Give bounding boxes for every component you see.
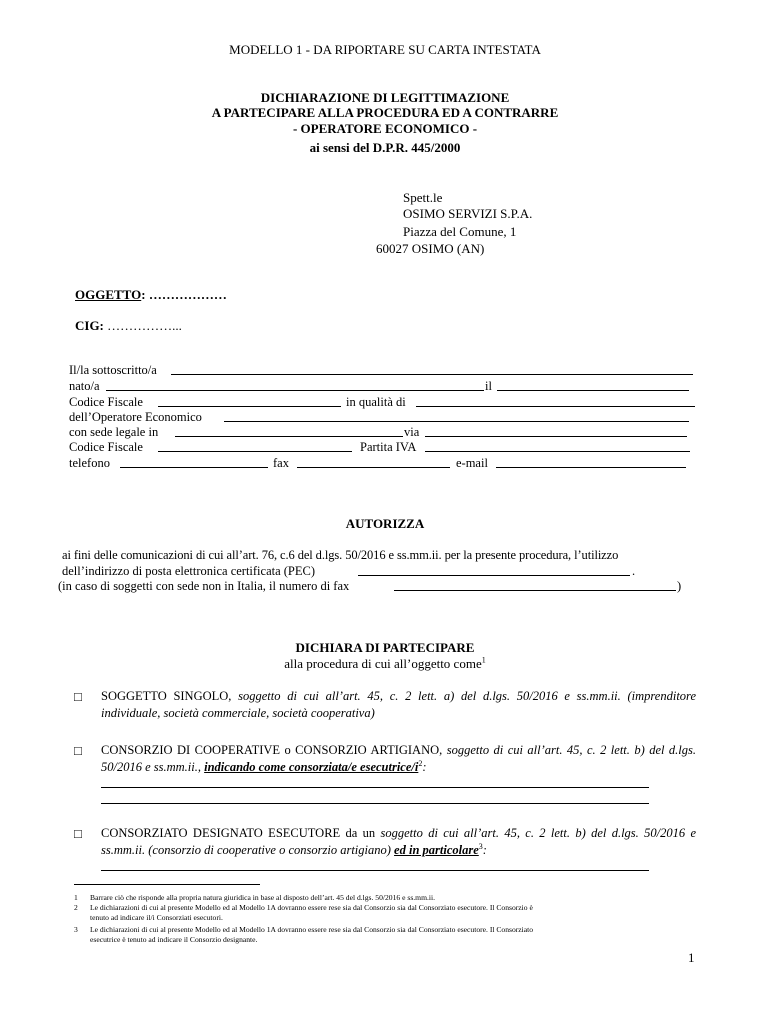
field-label-partita-iva: Partita IVA [360,440,417,454]
field-label-codice-fiscale: Codice Fiscale [69,395,143,409]
field-line-operatore[interactable] [224,421,689,422]
option-1-normal: SOGGETTO SINGOLO, [101,689,239,703]
option-3-bold: ed in particolare [394,843,479,857]
field-line-il[interactable] [497,390,689,391]
option-soggetto-singolo [101,688,696,722]
checkbox-consorzio[interactable]: □ [74,743,82,758]
pec-field-line[interactable] [358,575,630,576]
cig-label: CIG: [75,318,104,333]
footnote-2-text: Le dichiarazioni di cui al presente Modello ed al Modello 1A dovranno essere rese sia dal Consorzio sia dal Consorziato esecutore. Il Consorzio è [90,903,533,912]
autorizza-line-2 [62,563,315,579]
footnote-ref-3: 3 [478,841,483,851]
partecipare-heading: DICHIARA DI PARTECIPARE [295,640,475,655]
footnote-ref-2: 2 [418,758,423,768]
autorizza-line-3: (in caso di soggetti con sede non in Italia, il numero di fax [58,579,350,593]
consorziata-field-line-1[interactable] [101,787,649,788]
partecipare-subheading [0,656,770,672]
option-1-italic: soggetto di cui all’art. 45, c. 2 lett. a) del d.lgs. 50/2016 e ss.mm.ii. (imprenditore individuale, società commerciale, società cooperativa) [101,689,696,720]
option-2-bold: indicando come consorziata/e esecutrice/i [204,760,419,774]
oggetto-value: : ……………… [141,287,227,302]
field-line-email[interactable] [496,467,686,468]
title-line-2: A PARTECIPARE ALLA PROCEDURA ED A CONTRARRE [211,105,559,120]
footnote-2-text-cont: tenuto ad indicare il/i Consorziati esecutori. [90,913,223,922]
fax-end: ) [677,579,682,593]
field-line-partita-iva[interactable] [425,451,690,452]
pec-end: . [632,564,636,578]
field-label-il: il [485,379,492,393]
pec-label: dell’indirizzo di posta elettronica certificata (PEC) [62,564,316,578]
recipient-line-4: 60027 OSIMO (AN) [376,241,485,256]
title-line-1: DICHIARAZIONE DI LEGITTIMAZIONE [260,90,510,105]
title-line-3: - OPERATORE ECONOMICO - [292,121,478,136]
option-consorzio [101,742,696,776]
field-label-telefono: telefono [69,456,110,470]
footnote-1-text: Barrare ciò che risponde alla propria natura giuridica in base al disposto dell’art. 45 del d.lgs. 50/2016 e ss.mm.ii. [90,893,436,902]
recipient-line-2: OSIMO SERVIZI S.P.A. [403,206,533,221]
footnote-ref-1: 1 [481,655,486,665]
footnote-3-text-cont: esecutrice è tenuto ad indicare il Consorzio designante. [90,935,258,944]
autorizza-line-1: ai fini delle comunicazioni di cui all’art. 76, c.6 del d.lgs. 50/2016 e ss.mm.ii. per la presente procedura, l’utilizzo [62,548,619,562]
fax-field-line[interactable] [394,590,676,591]
field-label-codice-fiscale-2: Codice Fiscale [69,440,143,454]
field-label-email: e-mail [456,456,488,470]
field-label-via: via [404,425,420,439]
recipient-line-1: Spett.le [403,190,443,205]
field-label-qualita: in qualità di [346,395,406,409]
footnote-1-num: 1 [74,893,78,902]
recipient-line-3: Piazza del Comune, 1 [403,224,517,239]
cig-line [75,318,182,334]
field-line-codice-fiscale-2[interactable] [158,451,352,452]
option-2-normal: CONSORZIO DI COOPERATIVE o CONSORZIO ARTIGIANO, [101,743,447,757]
field-label-operatore: dell’Operatore Economico [69,410,202,424]
consorziata-field-line-2[interactable] [101,803,649,804]
footnote-2-num: 2 [74,903,78,912]
consorzio-field-line[interactable] [101,870,649,871]
partecipare-subheading-text: alla procedura di cui all’oggetto come [284,656,482,671]
field-label-fax: fax [273,456,289,470]
option-3-normal: CONSORZIATO DESIGNATO ESECUTORE da un [101,826,381,840]
oggetto-line [75,287,227,303]
field-line-qualita[interactable] [416,406,695,407]
autorizza-heading: AUTORIZZA [345,516,425,531]
footnote-3-text: Le dichiarazioni di cui al presente Modello ed al Modello 1A dovranno essere rese sia dal Consorzio sia dal Consorziato esecutore. Il Consorziato [90,925,534,934]
option-3-tail: : [482,843,487,857]
option-2-italic: soggetto di cui all’art. 45, c. 2 lett. b) del d.lgs. 50/2016 e ss.mm.ii., [101,743,696,774]
field-label-nato: nato/a [69,379,100,393]
option-consorziato [101,825,696,859]
checkbox-consorziato[interactable]: □ [74,826,82,841]
field-label-sede: con sede legale in [69,425,159,439]
option-2-tail: : [422,760,427,774]
field-line-nato[interactable] [106,390,484,391]
footnote-3-num: 3 [74,925,78,934]
field-line-fax[interactable] [297,467,450,468]
field-label-sottoscritto: Il/la sottoscritto/a [69,363,157,377]
cig-value: ……………... [107,318,182,333]
footnote-separator [74,884,260,885]
field-line-codice-fiscale[interactable] [158,406,341,407]
field-line-telefono[interactable] [120,467,268,468]
title-line-4: ai sensi del D.P.R. 445/2000 [309,140,461,155]
option-3-italic: soggetto di cui all’art. 45, c. 2 lett. b) del d.lgs. 50/2016 e ss.mm.ii. (consorzio di cooperative o consorzio artigiano) [101,826,696,857]
field-line-via[interactable] [425,436,687,437]
oggetto-label: OGGETTO [75,287,142,302]
model-line: MODELLO 1 - DA RIPORTARE SU CARTA INTESTATA [229,42,541,57]
checkbox-soggetto-singolo[interactable]: □ [74,689,82,704]
field-line-sottoscritto[interactable] [171,374,693,375]
page-number: 1 [688,950,695,965]
field-line-sede[interactable] [175,436,403,437]
